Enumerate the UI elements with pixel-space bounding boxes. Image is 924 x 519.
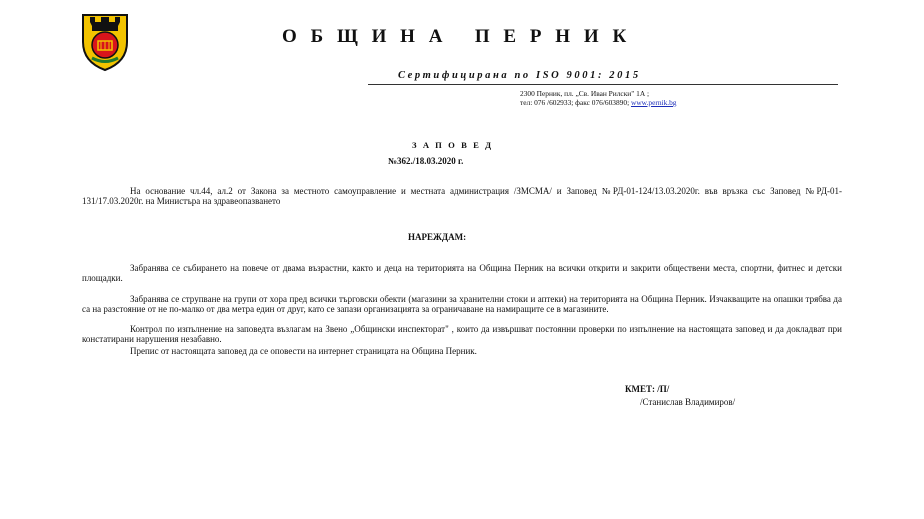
certification-line: Сертифицирана по ISO 9001: 2015	[398, 70, 641, 81]
municipality-name: ОБЩИНА ПЕРНИК	[282, 26, 641, 47]
contacts-line	[520, 98, 677, 107]
signature-name: /Станислав Владимиров/	[640, 397, 736, 407]
municipality-crest-icon	[80, 12, 130, 72]
header-divider	[368, 84, 838, 85]
contacts-text: тел: 076 /602933; факс 076/603890;	[520, 98, 630, 107]
preamble-paragraph: На основание чл.44, ал.2 от Закона за местното самоуправление и местната администрация /ЗМСМА/ и Заповед №РД-01-124/13.03.2020г. във връзка със Заповед №РД-01-131/17.03.2020г. на Министъра на здравеопазването	[82, 186, 842, 206]
address-line: 2300 Перник, пл. „Св. Иван Рилски" 1А ;	[520, 89, 650, 98]
document-number: №362./18.03.2020 г.	[388, 156, 464, 166]
document-type-heading: ЗАПОВЕД	[412, 140, 498, 150]
order-paragraph-2: Забранява се струпване на групи от хора пред всички търговски обекти (магазини за хранителни стоки и аптеки) на територията на Община Перник. Изчакващите на опашки трябва да са на разстояние от не по-малко от два метра един от друг, като се запази организацията за ограничаване на намиращите се в магазините.	[82, 294, 842, 314]
order-paragraph-4: Препис от настоящата заповед да се оповести на интернет страницата на Община Перник.	[130, 346, 477, 356]
signature-role: КМЕТ: /П/	[625, 384, 670, 394]
order-paragraph-1: Забранява се събирането на повече от двама възрастни, както и деца на територията на Община Перник на всички открити и закрити обществени места, спортни, фитнес и детски площадки.	[82, 263, 842, 283]
website-link[interactable]: www.pernik.bg	[631, 98, 677, 107]
order-heading: НАРЕЖДАМ:	[408, 232, 467, 242]
order-paragraph-3: Контрол по изпълнение на заповедта възлагам на Звено „Общински инспекторат" , които да извършват постоянни проверки по изпълнение на настоящата заповед и да докладват при констатирани нарушения незабавно.	[82, 324, 842, 344]
